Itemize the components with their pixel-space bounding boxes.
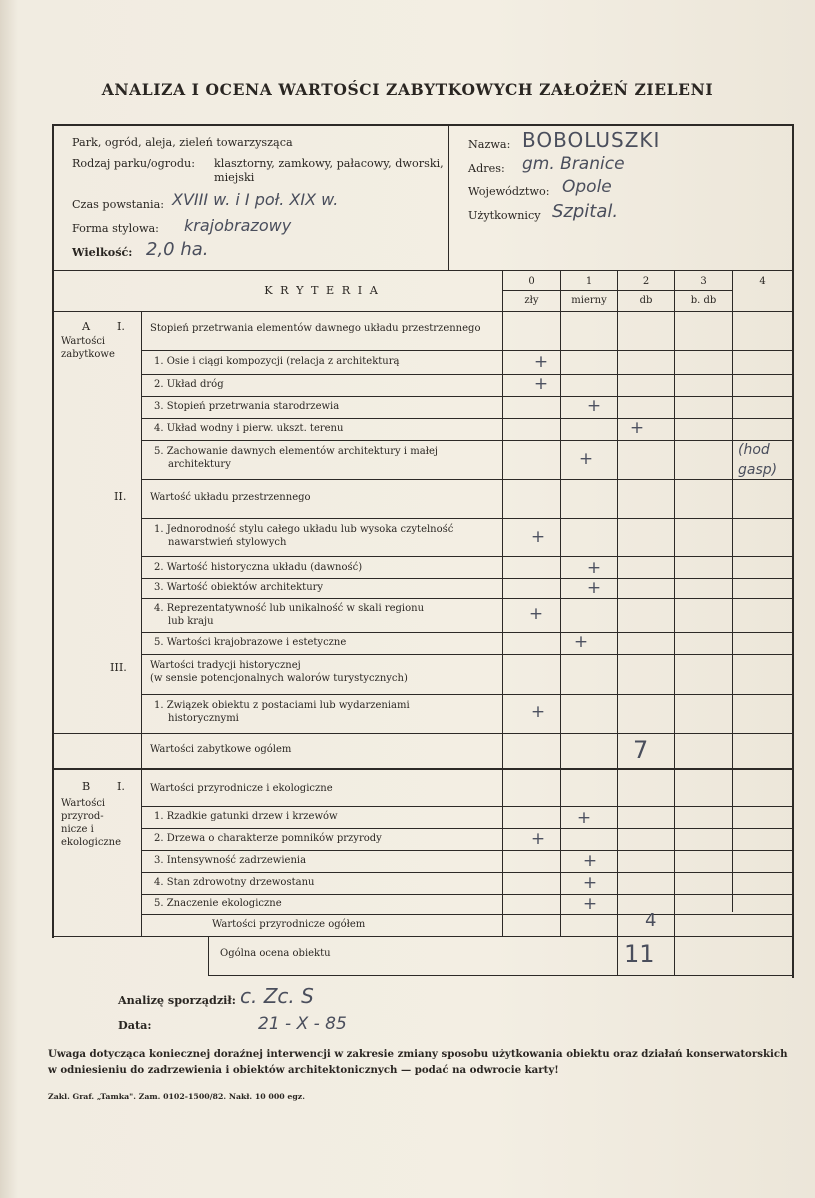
score-word-2: db [639,295,653,306]
score-num-4: 4 [759,276,766,287]
criterion-b-5: 5. Znaczenie ekologiczne [154,898,282,909]
mark-a1-4: + [629,418,645,438]
row-line [141,440,794,441]
label-col-line [141,311,142,936]
warning-line-2: w odniesieniu do zadrzewienia i obiektów architektonicznych — podać na odwrocie karty! [48,1064,559,1076]
row-line [141,479,794,480]
wojewodztwo-value: Opole [562,177,612,197]
criterion-a1-1: 1. Osie i ciągi kompozycji (relacja z architekturą [154,356,400,367]
row-line [52,733,794,734]
criterion-a3-1-cont: historycznymi [168,713,239,724]
section-a-roman: I. [117,320,125,333]
overall-value: 11 [624,940,655,968]
criterion-a1-5-cont: architektury [168,459,231,470]
score-word-1: mierny [571,295,607,306]
score-num-1: 1 [585,276,593,287]
row-line [141,654,794,655]
mark-b-4: + [582,873,598,893]
forma-label: Forma stylowa: [72,222,159,235]
nazwa-label: Nazwa: [468,138,511,151]
row-line [141,518,794,519]
criterion-b-4: 4. Stan zdrowotny drzewostanu [154,877,315,888]
warning-line-1: Uwaga dotycząca koniecznej doraźnej interwencji w zakresie zmiany sposobu użytkowania obiektu oraz działań konserwatorskich [48,1048,788,1060]
mark-a1-1: + [533,352,549,372]
row-line [141,578,794,579]
przyrodnicze-total-label: Wartości przyrodnicze ogółem [212,919,366,930]
row-line [141,694,794,695]
park-type-line: Park, ogród, aleja, zieleń towarzysząca [72,136,293,149]
section-b-label-4: ekologiczne [61,837,122,848]
table-top-border [52,124,794,126]
section-b-label-2: przyrod- [61,811,104,822]
document-title: ANALIZA I OCENA WARTOŚCI ZABYTKOWYCH ZAŁOŻEŃ ZIELENI [101,80,714,99]
criterion-a2-1-cont: nawarstwień stylowych [168,537,287,548]
criterion-a1-5: 5. Zachowanie dawnych elementów architektury i małej [154,446,438,457]
group-b-title: Wartości przyrodnicze i ekologiczne [150,783,333,794]
criterion-a2-5: 5. Wartości krajobrazowe i estetyczne [154,637,347,648]
date-label: Data: [118,1018,152,1032]
score-num-2: 2 [642,276,650,287]
mark-a1-5: + [578,449,594,469]
col-line-4 [732,270,733,912]
mark-a2-1: + [530,527,546,547]
score-word-3: b. db [690,295,717,306]
wojewodztwo-label: Województwo: [468,185,550,198]
row-line [141,598,794,599]
section-a-letter: A [82,320,91,333]
row-line [52,936,794,937]
criterion-a2-1: 1. Jednorodność stylu całego układu lub wysoka czytelność [154,524,454,535]
group2-title: Wartość układu przestrzennego [150,492,311,503]
mark-b-2: + [530,829,546,849]
criterion-a1-2: 2. Układ dróg [154,379,224,390]
mark-a2-5: + [573,632,589,652]
mark-a1-3: + [586,396,602,416]
forma-value: krajobrazowy [184,216,292,235]
adres-value: gm. Branice [522,154,625,174]
section-b-letter: B [82,780,91,793]
rodzaj-label: Rodzaj parku/ogrodu: [72,157,195,170]
czas-value: XVIII w. i I poł. XIX w. [172,190,339,209]
overall-box-left [208,936,209,976]
rodzaj-options: klasztorny, zamkowy, pałacowy, dworski, [214,157,444,170]
row-line [141,396,794,397]
rodzaj-options-2: miejski [214,171,255,184]
row-line [141,418,794,419]
row-line [141,632,794,633]
mark-b-1: + [576,808,592,828]
criterion-a1-4: 4. Układ wodny i pierw. ukszt. terenu [154,423,344,434]
przyrodnicze-total-value: 4 [645,910,657,931]
kryteria-header: K R Y T E R I A [264,284,380,297]
section-b-label-3: nicze i [61,824,94,835]
score-header-split [502,290,733,291]
analyst-label: Analizę sporządził: [118,993,236,1007]
row-line [141,806,794,807]
czas-label: Czas powstania: [72,198,165,211]
group3-roman: III. [110,661,127,674]
section-a-label-1: Wartości [61,336,106,347]
section-a-label-2: zabytkowe [61,349,115,360]
criteria-header-bottom [52,311,794,312]
zabytkowe-total-label: Wartości zabytkowe ogólem [150,744,292,755]
criterion-b-3: 3. Intensywność zadrzewienia [154,855,307,866]
row-line [141,374,794,375]
wielkosc-label: Wielkość: [72,245,133,259]
mark-a3-1: + [530,702,546,722]
criterion-a2-3: 3. Wartość obiektów architektury [154,582,324,593]
criterion-b-2: 2. Drzewa o charakterze pomników przyrody [154,833,382,844]
header-bottom-line [52,270,794,271]
col-line-3 [674,270,675,976]
mark-a1-2: + [533,374,549,394]
side-note: (hod gasp) [738,442,778,478]
overall-label: Ogólna ocena obiektu [220,948,331,959]
section-b-roman: I. [117,780,125,793]
group2-roman: II. [114,490,127,503]
analyst-signature: c. Zc. S [240,984,314,1008]
zabytkowe-total-value: 7 [633,736,649,764]
mark-a2-2: + [586,558,602,578]
row-line [141,350,794,351]
section-b-label-1: Wartości [61,798,106,809]
score-num-0: 0 [528,276,535,287]
col-line-0 [502,270,503,936]
row-line [141,828,794,829]
criterion-a2-4-cont: lub kraju [168,616,214,627]
overall-box-bottom [208,975,794,976]
mark-b-3: + [582,851,598,871]
uzytkownicy-label: Użytkownicy [468,209,541,222]
score-word-0: zły [524,295,539,306]
date-value: 21 - X - 85 [258,1014,347,1034]
section-divider [52,768,794,770]
wielkosc-value: 2,0 ha. [146,239,209,260]
row-line [141,894,794,895]
mark-a2-4: + [528,604,544,624]
criterion-a3-1: 1. Związek obiektu z postaciami lub wydarzeniami [154,700,410,711]
mark-b-5: + [582,894,598,914]
row-line [141,872,794,873]
criterion-a2-2: 2. Wartość historyczna układu (dawność) [154,562,363,573]
mark-a2-3: + [586,578,602,598]
nazwa-value: BOBOLUSZKI [522,128,661,152]
header-divider [448,124,449,270]
row-line [141,850,794,851]
adres-label: Adres: [468,162,505,175]
group3-title-1: Wartości tradycji historycznej [150,660,301,671]
group1-title: Stopień przetrwania elementów dawnego układu przestrzennego [150,323,481,334]
criterion-b-1: 1. Rzadkie gatunki drzew i krzewów [154,811,338,822]
row-line [141,556,794,557]
uzytkownicy-value: Szpital. [552,201,619,222]
criterion-a1-3: 3. Stopień przetrwania starodrzewia [154,401,340,412]
table-left-border [52,124,54,938]
row-line [141,914,794,915]
criterion-a2-4: 4. Reprezentatywność lub unikalność w skali regionu [154,603,425,614]
group3-title-2: (w sensie potencjonalnych walorów turystycznych) [150,673,408,684]
printer-imprint: Zakl. Graf. „Tamka". Zam. 0102-1500/82. Nakł. 10 000 egz. [48,1092,305,1101]
score-num-3: 3 [700,276,707,287]
